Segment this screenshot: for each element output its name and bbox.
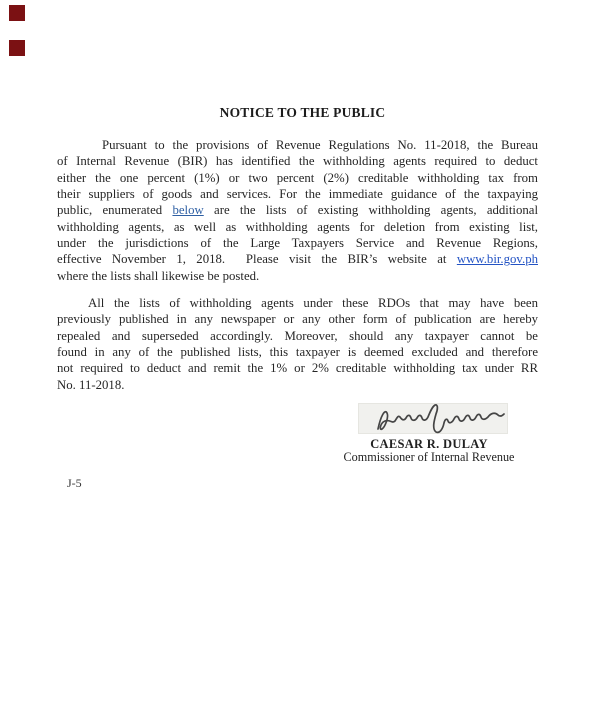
broken-image-placeholder-icon <box>9 40 25 56</box>
signature-block <box>329 438 529 463</box>
paragraph-text: public, enumerated <box>57 203 173 218</box>
below-link[interactable]: below <box>172 203 204 218</box>
paragraph-line: repealed and superseded accordingly. Moreover, should any taxpayer cannot be <box>57 328 538 343</box>
paragraph-line: All the lists of withholding agents under these RDOs that may have been <box>88 296 538 310</box>
bir-website-link[interactable]: www.bir.gov.ph <box>456 252 538 267</box>
notice-title: NOTICE TO THE PUBLIC <box>219 105 386 120</box>
paragraph-line: under the jurisdictions of the Large Taxpayers Service and Revenue Regions, <box>57 236 538 251</box>
page-code: J-5 <box>67 476 82 490</box>
paragraph-line <box>57 251 538 267</box>
paragraph-line: where the lists shall likewise be posted. <box>57 268 260 283</box>
paragraph-line: No. 11-2018. <box>57 377 125 392</box>
paragraph-line: Pursuant to the provisions of Revenue Regulations No. 11-2018, the Bureau <box>102 138 538 152</box>
broken-image-placeholder-icon <box>9 5 25 21</box>
paragraph-line: previously published in any newspaper or any other form of publication are hereby <box>57 312 538 327</box>
paragraph-text: are the lists of existing withholding agents, additional <box>203 203 538 218</box>
signatory-title: Commissioner of Internal Revenue <box>343 450 515 464</box>
paragraph-line: their suppliers of goods and services. For the immediate guidance of the taxpaying <box>57 187 538 202</box>
paragraph-line: either the one percent (1%) or two percent (2%) creditable withholding tax from <box>57 170 538 185</box>
paragraph-line <box>57 202 538 218</box>
signature-image <box>372 401 508 441</box>
paragraph-line: withholding agents, as well as withholding agents for deletion from existing list, <box>57 219 538 234</box>
notice-paragraph-2 <box>57 295 538 393</box>
paragraph-line: found in any of the published lists, this taxpayer is deemed excluded and therefore <box>57 345 538 360</box>
paragraph-text: effective November 1, 2018. Please visit the BIR’s website at <box>57 252 457 267</box>
signatory-name: CAESAR R. DULAY <box>370 437 488 451</box>
notice-paragraph-1 <box>57 137 538 284</box>
paragraph-line: of Internal Revenue (BIR) has identified the withholding agents required to deduct <box>57 154 538 169</box>
paragraph-line: not required to deduct and remit the 1% or 2% creditable withholding tax under RR <box>57 361 538 376</box>
